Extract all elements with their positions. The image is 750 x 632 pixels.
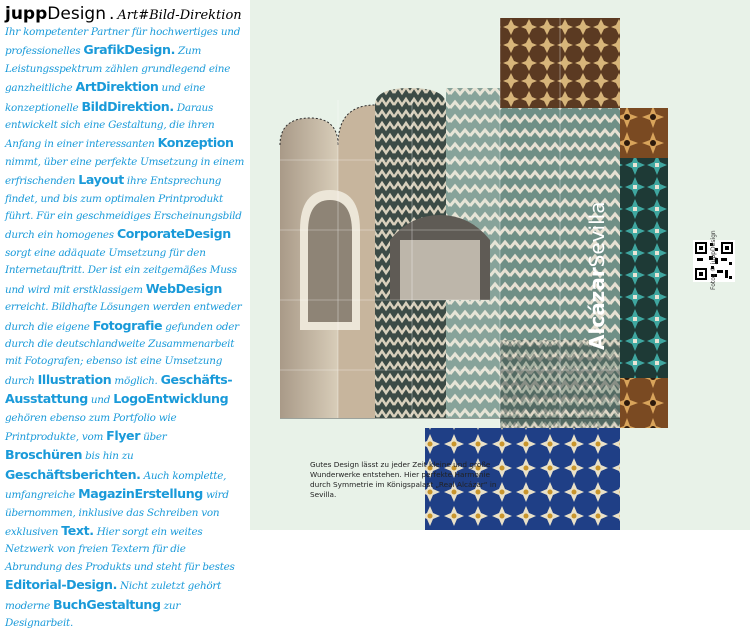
body-run: Zum Leistungsspektrum zählen grundlegend eine ganzheitliche [5, 45, 231, 95]
body-run: Auch komplette, umfangreiche [5, 469, 227, 502]
text-column [0, 0, 250, 629]
photo-caption: Gutes Design lässt zu jeder Zeit kleine und große Wunderwerke entstehen. Hier perfekte Harmonie durch Symmetrie im Königspalast „Real Alcázar“ in Sevilla. [310, 460, 497, 499]
keyword: Editorial-Design. [5, 577, 117, 593]
body-run: und eine konzeptionelle [5, 82, 206, 114]
keyword: ArtDirektion [75, 79, 159, 95]
body-run: möglich. [111, 374, 161, 387]
photo-credit: Fotos © juppDesign [710, 230, 717, 290]
body-run: sorgt eine adäquate Umsetzung für den Internetauftritt. Der ist ein zeitgemäßes Muss und wird mit erstklassigem [5, 246, 237, 296]
body-run: nimmt, über eine perfekte Umsetzung in einem erfrischenden [5, 155, 245, 188]
keyword: Broschüren [5, 447, 83, 463]
body-run: erreicht. Bildhafte Lösungen werden entweder durch die eigene [5, 301, 242, 333]
photo-collage [250, 0, 750, 530]
body-run: zur Designarbeit. [5, 599, 181, 629]
brand-name-regular: Design [47, 4, 106, 24]
body-run: bis hin zu [82, 450, 134, 463]
keyword: Geschäfts-Ausstattung [5, 371, 233, 407]
brand-name-bold: jupp [5, 4, 48, 24]
body-run: Hier sorgt ein weites Netzwerk von freien Textern für die Abrundung des Produkts und steht für bestes [5, 525, 235, 573]
body-run: Nicht zuletzt gehört moderne [5, 580, 222, 612]
keyword: Geschäftsberichten. [5, 466, 141, 482]
keyword: Layout [78, 172, 124, 188]
body-run: und [87, 394, 114, 407]
keyword: Konzeption [157, 135, 234, 151]
body-run: über [140, 430, 167, 443]
keyword: BildDirektion. [81, 98, 174, 114]
keyword: Text. [61, 522, 94, 538]
photo-title: AlcázarSevilla [585, 201, 609, 350]
photo-panel [250, 0, 750, 530]
body-run: ihre Entsprechung findet, und bis zum optimalen Printprodukt führt. Für ein geschmeidiges Erscheinungsbild durch ein homogenes [5, 175, 242, 242]
body-run: wird übernommen, inklusive das Schreiben von exklusiven [5, 489, 229, 538]
keyword: BuchGestaltung [53, 596, 161, 612]
keyword: GrafikDesign. [83, 42, 175, 58]
keyword: MagazinErstellung [78, 486, 203, 502]
body-run: gehören ebenso zum Portfolio wie Printprodukte, vom [5, 411, 177, 443]
keyword: Illustration [37, 371, 112, 387]
brand-header [5, 4, 242, 24]
body-run: gefunden oder durch die deutschlandweite Zusammenarbeit mit Fotografen; ebenso ist eine Umsetzung durch [5, 320, 239, 387]
body-text [5, 24, 245, 632]
body-run: Daraus entwickelt sich eine Gestaltung, die ihren Anfang in einer interessanten [5, 101, 215, 151]
keyword: WebDesign [145, 280, 222, 296]
keyword: LogoEntwicklung [113, 391, 229, 407]
keyword: CorporateDesign [116, 226, 231, 242]
keyword: Fotografie [92, 317, 163, 333]
brand-separator: . [108, 4, 115, 24]
keyword: Flyer [106, 427, 141, 443]
brand-tagline: Art#Bild-Direktion [117, 8, 242, 23]
body-run: Ihr kompetenter Partner für hochwertiges und professionelles [5, 26, 241, 58]
